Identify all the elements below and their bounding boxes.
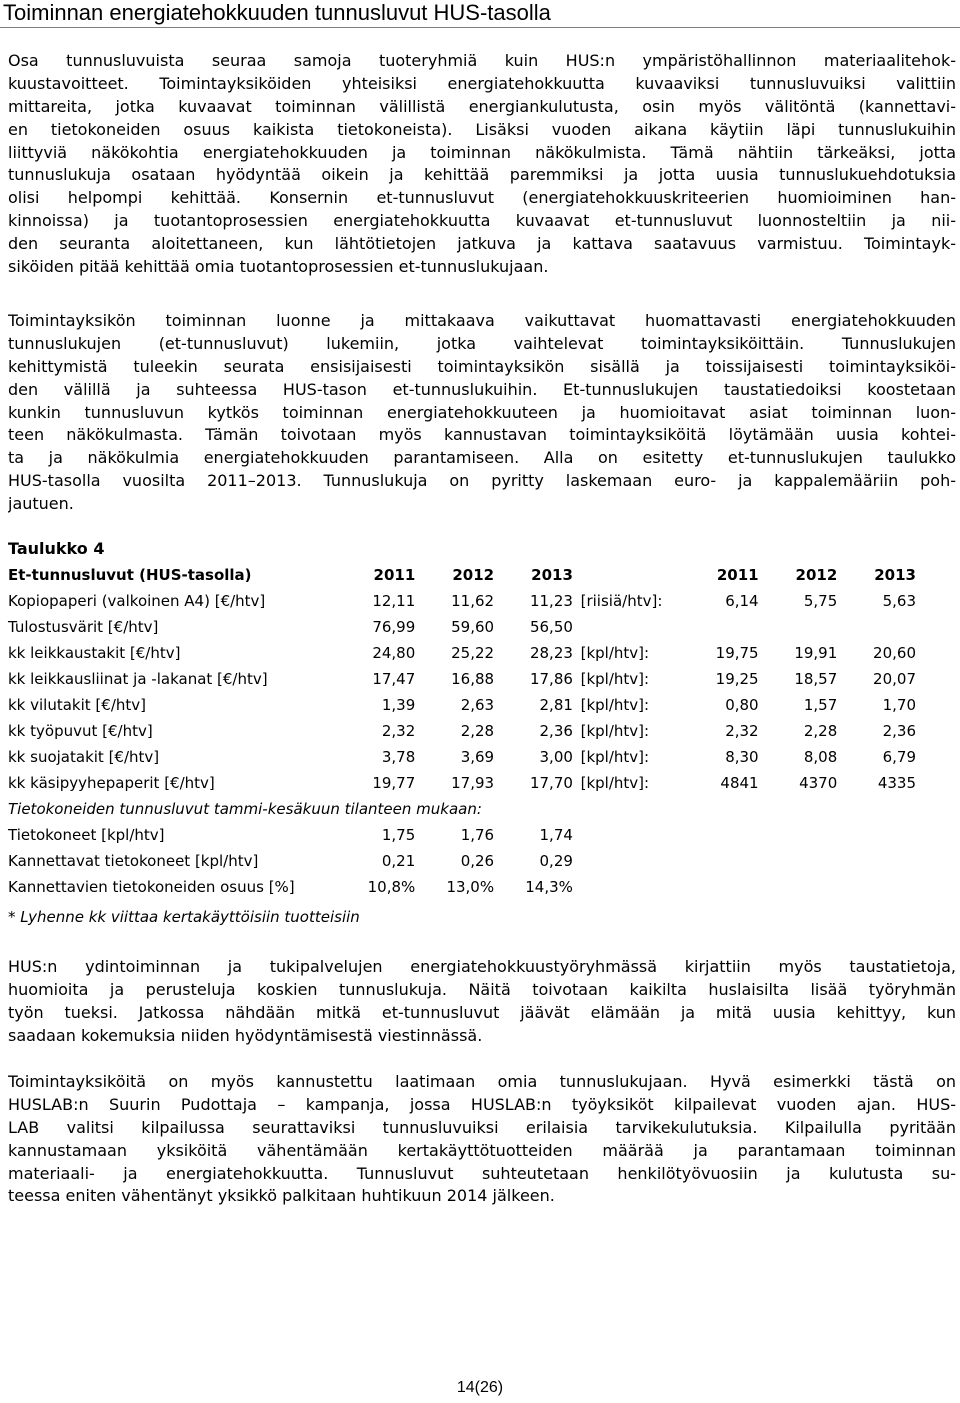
- row-value: 17,47: [372, 670, 416, 688]
- row-value: 18,57: [794, 670, 838, 688]
- row-value: 2,28: [803, 722, 838, 740]
- row-label: Kannettavat tietokoneet [kpl/htv]: [8, 852, 259, 870]
- row-value: 17,70: [529, 774, 573, 792]
- row-value: 0,26: [460, 852, 495, 870]
- row-unit: [kpl/htv]:: [580, 774, 650, 792]
- paragraph-line: liittyviä näkökohtia energiatehokkuuden ja toiminnan näkökulmista. Tämä nähtiin tärkeäksi, jotta: [8, 142, 956, 162]
- paragraph-line: den välillä ja suhteessa HUS-tason et-tunnuslukuihin. Et-tunnuslukujen taustatiedoiksi koostetaan: [8, 379, 956, 399]
- row-label: Kopiopaperi (valkoinen A4) [€/htv]: [8, 592, 266, 610]
- row-value: 3,00: [539, 748, 573, 766]
- row-value: [759, 614, 838, 640]
- row-value: 0,80: [725, 696, 759, 714]
- row-value: 76,99: [372, 618, 416, 636]
- table-row: [8, 744, 916, 770]
- table-row: [8, 692, 916, 718]
- paragraph-line: olisi helpompi kehittää. Konsernin et-tunnusluvut (energiatehokkuuskriteerien huomioiminen han-: [8, 188, 956, 208]
- row-value: 1,74: [539, 826, 573, 844]
- computer-note: Tietokoneiden tunnusluvut tammi-kesäkuun tilanteen mukaan:: [8, 800, 482, 818]
- row-value: 10,8%: [367, 878, 416, 896]
- paragraph-line: teen näkökulmasta. Tämän toivotaan myös kannustavan toimintayksiköitä löytämään uusia kohtei-: [8, 425, 956, 445]
- row-value: 17,86: [529, 670, 573, 688]
- row-unit: [kpl/htv]:: [580, 644, 650, 662]
- row-value: 1,76: [460, 826, 495, 844]
- row-value: 28,23: [529, 644, 573, 662]
- row-value: 19,91: [794, 644, 838, 662]
- row-value: 1,39: [381, 696, 416, 714]
- row-value: 59,60: [451, 618, 495, 636]
- title-divider: [0, 27, 960, 28]
- row-value: 2,36: [539, 722, 573, 740]
- row-value: 2,32: [725, 722, 759, 740]
- row-value: 4335: [877, 774, 916, 792]
- table-note-row: [8, 796, 916, 822]
- header-year: 2013: [874, 566, 916, 584]
- table-row: [8, 640, 916, 666]
- paragraph-line: Toimintayksikön toiminnan luonne ja mittakaava vaikuttavat huomattavasti energiatehokkuuden: [8, 311, 956, 330]
- paragraph-line: LAB valitsi kilpailussa seurattaviksi tunnusluvuiksi erilaisia tarvikekulutuksia. Kilpailulla pyritään: [8, 1117, 956, 1137]
- row-value: 14,3%: [525, 878, 573, 896]
- paragraph-line: tunnuslukuja osataan hyödyntää oikein ja kehittää paremmiksi ja jotta uusia tunnuslukuehdotuksia: [8, 165, 956, 185]
- row-value: 8,30: [725, 748, 759, 766]
- row-unit: [riisiä/htv]:: [580, 592, 663, 610]
- row-value: 1,57: [803, 696, 838, 714]
- page-number: 14(26): [456, 1379, 504, 1396]
- header-label: Et-tunnusluvut (HUS-tasolla): [8, 566, 252, 584]
- row-value: 8,08: [803, 748, 838, 766]
- row-label: kk leikkaustakit [€/htv]: [8, 644, 181, 662]
- et-indicator-table: [8, 562, 916, 900]
- row-unit: [kpl/htv]:: [580, 722, 650, 740]
- paragraph-line: kunkin tunnusluvun kytkös toiminnan energiatehokkuuteen ja huomioitavat asiat toiminnan luon-: [8, 402, 956, 422]
- table-row: [8, 874, 916, 900]
- paragraph-line: huomioita ja perusteluja koskien tunnuslukuja. Näitä toivotaan kaikilta huslaisilta lisää työryhmän: [8, 979, 956, 999]
- row-value: 20,07: [873, 670, 916, 688]
- row-value: 1,70: [882, 696, 916, 714]
- row-value: 11,23: [529, 592, 573, 610]
- row-value: 19,77: [372, 774, 416, 792]
- paragraph-line: kinnoissa) ja tuotantoprosessien energiatehokkuutta kuvaavat et-tunnusluvut luonnosteltiin ja nii-: [8, 211, 956, 231]
- row-value: 4841: [720, 774, 759, 792]
- paragraph-line: den seuranta aloitettaneen, kun lähtötietojen jatkuva ja kattava saatavuus varmistuu. Toimintayk-: [8, 234, 956, 254]
- paragraph-line: kannustamaan yksiköitä vähentämään kertakäyttötuotteiden määrää ja parantamaan toiminnan: [8, 1140, 956, 1160]
- row-value: 13,0%: [446, 878, 495, 896]
- row-value: 2,32: [381, 722, 416, 740]
- paragraph-line: en tietokoneiden osuus kaikista tietokoneista). Lisäksi vuoden aikana käytiin läpi tunnuslukuihin: [8, 119, 956, 139]
- table-footnote: * Lyhenne kk viittaa kertakäyttöisiin tuotteisiin: [8, 908, 360, 926]
- table-row: [8, 822, 916, 848]
- paragraph-2: [8, 310, 956, 516]
- row-value: 2,63: [460, 696, 495, 714]
- row-value: 3,78: [381, 748, 416, 766]
- row-label: kk leikkausliinat ja -lakanat [€/htv]: [8, 670, 268, 688]
- row-value: 0,29: [539, 852, 573, 870]
- row-value: 24,80: [372, 644, 416, 662]
- row-unit: [kpl/htv]:: [580, 748, 650, 766]
- row-value: 20,60: [873, 644, 916, 662]
- paragraph-line: HUS:n ydintoiminnan ja tukipalvelujen energiatehokkuustyöryhmässä kirjattiin myös taustatietoja,: [8, 957, 956, 976]
- page-title: Toiminnan energiatehokkuuden tunnusluvut HUS-tasolla: [3, 0, 551, 25]
- paragraph-line: Toimintayksiköitä on myös kannustettu laatimaan omia tunnuslukujaan. Hyvä esimerkki tästä on: [8, 1072, 956, 1091]
- row-value: 6,79: [882, 748, 916, 766]
- row-value: 17,93: [451, 774, 495, 792]
- row-value: 2,28: [460, 722, 495, 740]
- paragraph-line: materiaali- ja energiatehokkuutta. Tunnusluvut suhteutetaan henkilötyövuosiin ja kulutusta su-: [8, 1163, 956, 1183]
- row-value: 25,22: [451, 644, 495, 662]
- row-value: 1,75: [381, 826, 416, 844]
- table-row: [8, 588, 916, 614]
- row-value: 12,11: [372, 592, 416, 610]
- paragraph-line: HUS-tasolla vuosilta 2011–2013. Tunnuslukuja on pyritty laskemaan euro- ja kappalemääriin poh-: [8, 471, 956, 491]
- table-header-row: [8, 562, 916, 588]
- paragraph-line: teessa eniten vähentänyt yksikkö palkitaan huhtikuun 2014 jälkeen.: [8, 1186, 555, 1206]
- row-value: 16,88: [451, 670, 495, 688]
- paragraph-line: Osa tunnusluvuista seuraa samoja tuoteryhmiä kuin HUS:n ympäristöhallinnon materiaalitehok-: [8, 51, 956, 70]
- paragraph-line: tunnuslukujen (et-tunnusluvut) lukemiin, jotka vaihtelevat toimintayksiköittäin. Tunnuslukujen: [8, 333, 956, 353]
- paragraph-1: [8, 50, 956, 279]
- table-row: [8, 848, 916, 874]
- header-year: 2012: [452, 566, 495, 584]
- paragraph-line: jautuen.: [8, 494, 74, 514]
- header-year: 2012: [795, 566, 838, 584]
- header-gap: [573, 562, 581, 588]
- row-value: 19,25: [715, 670, 759, 688]
- header-year: 2011: [373, 566, 416, 584]
- row-label: Tulostusvärit [€/htv]: [8, 618, 159, 636]
- table-caption: Taulukko 4: [8, 539, 105, 558]
- header-year: 2011: [716, 566, 759, 584]
- row-label: kk vilutakit [€/htv]: [8, 696, 147, 714]
- row-value: 3,69: [460, 748, 495, 766]
- paragraph-line: työn tueksi. Jatkossa nähdään mitkä et-tunnusluvut jäävät elämään ja mitä uusia kehittyy, kun: [8, 1002, 956, 1022]
- row-value: [680, 614, 759, 640]
- row-label: kk työpuvut [€/htv]: [8, 722, 153, 740]
- paragraph-line: kuustavoitteet. Toimintayksiköiden yhteisiksi energiatehokkuutta kuvaaviksi tunnusluvuiksi valittiin: [8, 73, 956, 93]
- paragraph-line: ta ja näkökulmia energiatehokkuuden parantamiseen. Alla on esitetty et-tunnuslukujen taulukko: [8, 448, 956, 468]
- paragraph-line: siköiden pitää kehittää omia tuotantoprosessien et-tunnuslukujaan.: [8, 257, 549, 277]
- paragraph-line: kehittymistä tuleekin seurata ensisijaisesti toimintayksikön sisällä ja toissijaisesti toimintayksiköi-: [8, 356, 956, 376]
- row-value: 6,14: [725, 592, 759, 610]
- table-row: [8, 718, 916, 744]
- paragraph-4: [8, 1071, 956, 1208]
- row-label: kk suojatakit [€/htv]: [8, 748, 160, 766]
- paragraph-line: HUSLAB:n Suurin Pudottaja – kampanja, jossa HUSLAB:n työyksiköt kilpailevat vuoden ajan. HUS-: [8, 1094, 956, 1114]
- paragraph-line: mittareita, jotka kuvaavat toiminnan välillistä energiankulutusta, osin myös välitöntä (kannettavi-: [8, 96, 956, 116]
- paragraph-3: [8, 956, 956, 1048]
- row-value: 4370: [799, 774, 838, 792]
- row-value: 56,50: [529, 618, 573, 636]
- row-value: 5,75: [803, 592, 838, 610]
- table-row: [8, 770, 916, 796]
- row-value: [837, 614, 916, 640]
- row-value: 0,21: [381, 852, 416, 870]
- row-value: 11,62: [451, 592, 495, 610]
- row-label: Tietokoneet [kpl/htv]: [8, 826, 165, 844]
- row-unit: [kpl/htv]:: [580, 670, 650, 688]
- table-row: [8, 666, 916, 692]
- row-value: 2,36: [882, 722, 916, 740]
- row-unit: [kpl/htv]:: [580, 696, 650, 714]
- row-value: 19,75: [715, 644, 759, 662]
- row-label: Kannettavien tietokoneiden osuus [%]: [8, 878, 295, 896]
- row-unit: [581, 614, 680, 640]
- header-year: 2013: [531, 566, 573, 584]
- table-row: [8, 614, 916, 640]
- header-unit: [581, 562, 680, 588]
- paragraph-line: saadaan kokemuksia niiden hyödyntämisestä viestinnässä.: [8, 1025, 483, 1045]
- row-label: kk käsipyyhepaperit [€/htv]: [8, 774, 215, 792]
- row-value: 2,81: [539, 696, 573, 714]
- row-value: 5,63: [882, 592, 916, 610]
